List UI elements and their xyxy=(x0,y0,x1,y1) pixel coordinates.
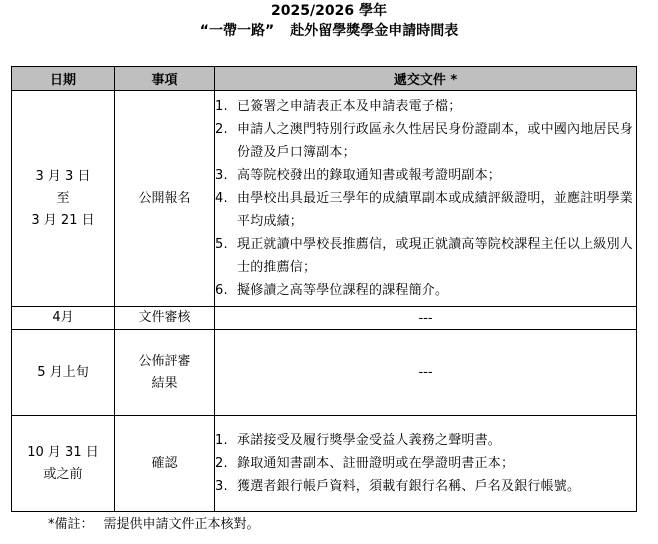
item-cell xyxy=(115,416,215,512)
documents-cell xyxy=(215,91,637,307)
date-line: 或之前 xyxy=(43,466,83,482)
list-item xyxy=(215,187,636,233)
date-cell xyxy=(12,416,115,512)
date-line: 10 月 31 日 xyxy=(27,444,99,460)
list-number: 3. xyxy=(215,479,228,494)
list-item xyxy=(215,95,636,118)
list-number: 6. xyxy=(215,283,228,298)
table-header-row xyxy=(12,67,637,91)
table-row xyxy=(12,307,637,330)
date-cell xyxy=(12,307,115,330)
item-line: 公開報名 xyxy=(138,190,191,206)
table-row xyxy=(12,416,637,512)
schedule-title: 赴外留學獎學金申請時間表 xyxy=(290,23,459,39)
item-cell xyxy=(115,307,215,330)
list-item xyxy=(215,452,636,475)
table-row xyxy=(12,91,637,307)
item-line: 公佈評審 xyxy=(138,353,191,369)
column-header-date: 日期 xyxy=(12,67,115,91)
list-item xyxy=(215,118,636,164)
list-text: 承諾接受及履行獎學金受益人義務之聲明書。 xyxy=(237,433,502,448)
list-text: 由學校出具最近三學年的成績單副本或成績評級證明，並應註明學業平均成績； xyxy=(237,191,634,229)
document-list xyxy=(215,429,636,498)
list-text: 高等院校發出的錄取通知書或報考證明副本； xyxy=(237,168,502,183)
footnote xyxy=(48,516,260,534)
list-number: 1. xyxy=(215,433,228,448)
list-item xyxy=(215,475,636,498)
list-text: 擬修讀之高等學位課程的課程簡介。 xyxy=(237,283,449,298)
list-text: 申請人之澳門特別行政區永久性居民身份證副本，或中國內地居民身份證及戶口簿副本； xyxy=(237,122,634,160)
documents-cell-empty: --- xyxy=(215,330,637,416)
list-text: 已簽署之申請表正本及申請表電子檔； xyxy=(237,99,462,114)
list-text: 錄取通知書副本、註冊證明或在學證明書正本； xyxy=(237,456,515,471)
document-title xyxy=(0,22,658,40)
list-number: 3. xyxy=(215,168,228,183)
list-number: 2. xyxy=(215,456,228,471)
list-number: 4. xyxy=(215,191,228,206)
documents-cell-empty: --- xyxy=(215,307,637,330)
list-item xyxy=(215,164,636,187)
application-schedule-table xyxy=(11,66,637,512)
list-number: 2. xyxy=(215,122,228,137)
footnote-text: 需提供申請文件正本核對。 xyxy=(103,517,260,532)
document-list xyxy=(215,95,636,302)
item-cell xyxy=(115,330,215,416)
documents-cell xyxy=(215,416,637,512)
item-line: 確認 xyxy=(151,455,178,471)
list-item xyxy=(215,233,636,279)
date-cell xyxy=(12,91,115,307)
date-line: 4月 xyxy=(52,310,74,325)
column-header-documents: 遞交文件 * xyxy=(215,67,637,91)
list-text: 現正就讀中學校長推薦信，或現正就讀高等院校課程主任以上級別人士的推薦信； xyxy=(237,237,634,275)
list-item xyxy=(215,279,636,302)
program-name: “一帶一路” xyxy=(199,23,275,39)
item-line: 結果 xyxy=(151,375,178,391)
list-text: 獲選者銀行帳戶資料，須載有銀行名稱、戶名及銀行帳號。 xyxy=(237,479,581,494)
footnote-label: *備註： xyxy=(48,517,94,532)
column-header-item: 事項 xyxy=(115,67,215,91)
date-line: 5 月上旬 xyxy=(37,364,89,380)
list-item xyxy=(215,429,636,452)
date-line: 3 月 3 日 xyxy=(35,168,91,184)
date-cell xyxy=(12,330,115,416)
table-row xyxy=(12,330,637,416)
list-number: 5. xyxy=(215,237,228,252)
item-line: 文件審核 xyxy=(138,310,191,325)
date-line: 3 月 21 日 xyxy=(31,212,95,228)
document-title-year: 2025/2026 學年 xyxy=(271,3,387,19)
item-cell xyxy=(115,91,215,307)
date-line: 至 xyxy=(56,190,70,206)
list-number: 1. xyxy=(215,99,228,114)
